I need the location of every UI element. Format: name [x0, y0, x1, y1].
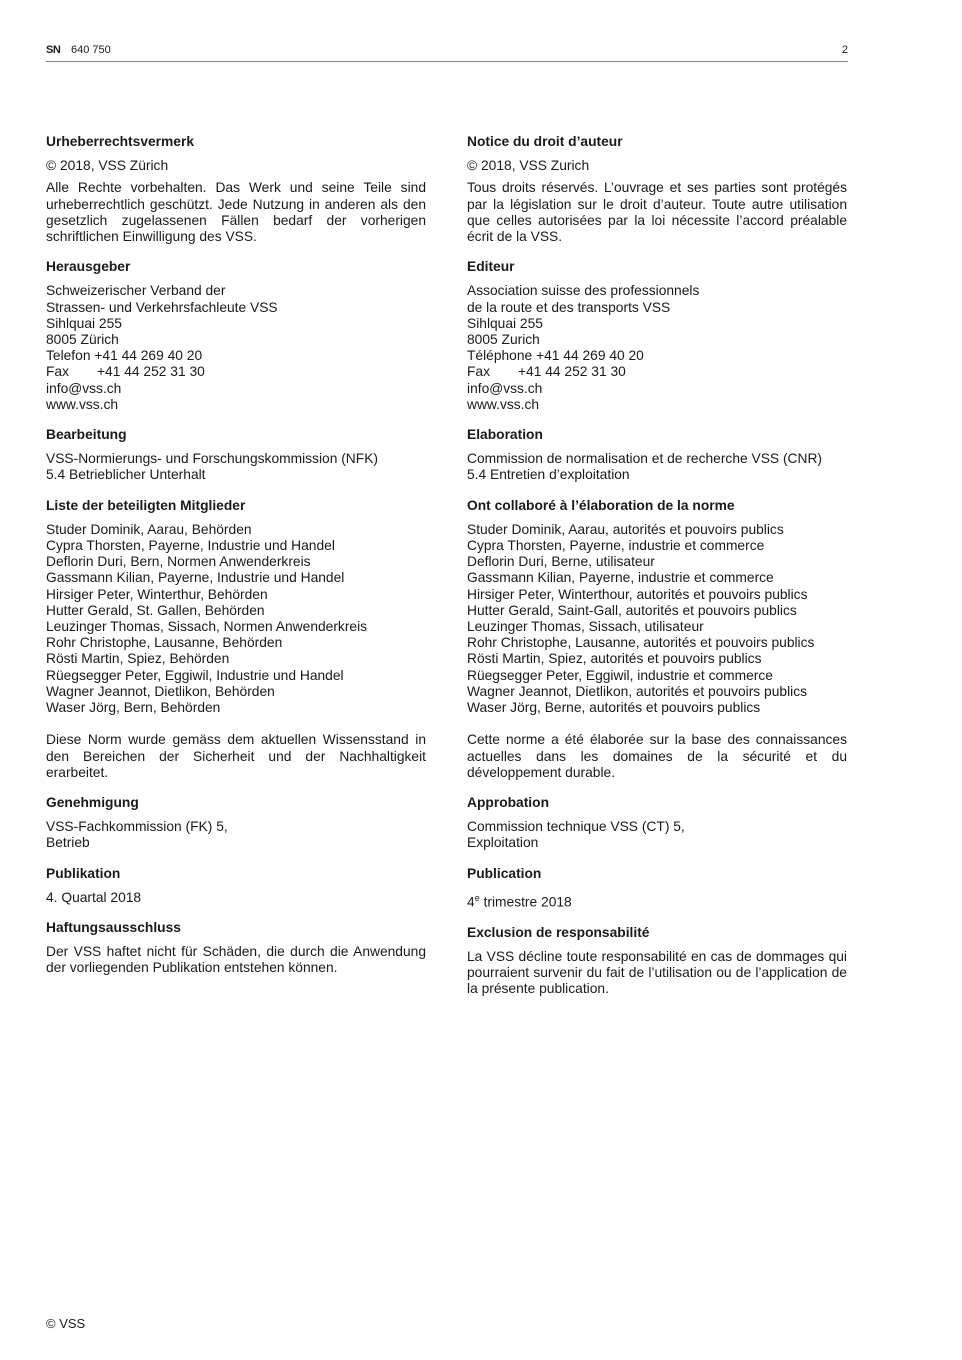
editing-line: VSS-Normierungs- und Forschungskommission (NFK)	[46, 451, 378, 467]
fax-line	[467, 364, 847, 380]
member-item: Rohr Christophe, Lausanne, autorités et pouvoirs publics	[467, 635, 815, 651]
address-line: 8005 Zürich	[46, 332, 119, 348]
phone-line	[46, 348, 426, 364]
publisher-section	[467, 259, 847, 413]
phone-value: +41 44 269 40 20	[536, 348, 644, 364]
approval-section	[46, 795, 426, 852]
section-title: Haftungsausschluss	[46, 919, 181, 935]
member-item: Gassmann Kilian, Payerne, industrie et commerce	[467, 570, 774, 586]
fax-value: +41 44 252 31 30	[518, 364, 626, 380]
section-title: Ont collaboré à l’élaboration de la norme	[467, 497, 735, 513]
section-title: Editeur	[467, 259, 515, 275]
editing-section	[467, 427, 847, 484]
member-item: Rüegsegger Peter, Eggiwil, industrie et commerce	[467, 667, 773, 683]
sn-logo: SN	[46, 44, 61, 56]
approval-line: Betrieb	[46, 835, 90, 851]
editing-section	[46, 427, 426, 484]
publication-date: 4. Quartal 2018	[46, 889, 142, 905]
disclaimer-text: Der VSS haftet nicht für Schäden, die durch die Anwendung der vorliegenden Publikation entstehen können.	[46, 944, 426, 976]
section-title: Publication	[467, 865, 542, 881]
section-title: Liste der beteiligten Mitglieder	[46, 497, 246, 513]
document-number: 640 750	[71, 44, 111, 56]
ordinal-suffix: e	[474, 892, 480, 903]
member-item: Rösti Martin, Spiez, autorités et pouvoirs publics	[467, 651, 762, 667]
member-item: Rösti Martin, Spiez, Behörden	[46, 651, 230, 667]
members-note: Diese Norm wurde gemäss dem aktuellen Wissensstand in den Bereichen der Sicherheit und der Nachhaltigkeit erarbeitet.	[46, 732, 426, 780]
phone-label: Telefon	[46, 348, 91, 364]
publication-section	[467, 866, 847, 911]
member-item: Wagner Jeannot, Dietlikon, Behörden	[46, 683, 275, 699]
member-item: Deflorin Duri, Berne, utilisateur	[467, 554, 655, 570]
section-title: Genehmigung	[46, 794, 139, 810]
phone-line	[467, 348, 847, 364]
approval-line: Commission technique VSS (CT) 5,	[467, 819, 685, 835]
address-line: Schweizerischer Verband der	[46, 283, 226, 299]
approval-section	[467, 795, 847, 852]
members-section	[46, 498, 426, 781]
email-link[interactable]: info@vss.ch	[46, 380, 122, 396]
fax-label: Fax	[46, 364, 69, 380]
editing-line: 5.4 Entretien d’exploitation	[467, 467, 630, 483]
copyright-section	[46, 134, 426, 245]
member-item: Waser Jörg, Bern, Behörden	[46, 700, 221, 716]
copyright-line: © 2018, VSS Zurich	[467, 158, 590, 174]
disclaimer-text: La VSS décline toute responsabilité en cas de dommages qui pourraient survenir du fait de l’utilisation ou de l’application de la présente publication.	[467, 948, 847, 997]
copyright-section	[467, 134, 847, 245]
member-item: Deflorin Duri, Bern, Normen Anwenderkreis	[46, 554, 311, 570]
member-item: Leuzinger Thomas, Sissach, utilisateur	[467, 619, 704, 635]
email-link[interactable]: info@vss.ch	[467, 380, 543, 396]
copyright-text: Alle Rechte vorbehalten. Das Werk und seine Teile sind urheberrechtlich geschützt. Jede Nutzung in anderen als den gesetzlich zugelassenen Fällen bedarf der vorherigen schriftlichen Einwilligung des VSS.	[46, 180, 426, 245]
address-line: 8005 Zurich	[467, 332, 540, 348]
french-column	[467, 134, 847, 1011]
member-item: Hirsiger Peter, Winterthur, Behörden	[46, 586, 268, 602]
section-title: Elaboration	[467, 427, 543, 443]
copyright-line: © 2018, VSS Zürich	[46, 158, 169, 174]
address-line: Strassen- und Verkehrsfachleute VSS	[46, 299, 278, 315]
members-note: Cette norme a été élaborée sur la base des connaissances actuelles dans les domaines de la sécurité et du développement durable.	[467, 732, 847, 780]
members-section	[467, 498, 847, 781]
page-header	[46, 44, 848, 62]
editing-line: 5.4 Betrieblicher Unterhalt	[46, 467, 206, 483]
approval-line: Exploitation	[467, 835, 539, 851]
website-link[interactable]: www.vss.ch	[46, 396, 119, 412]
publication-number: 4	[467, 894, 475, 910]
phone-value: +41 44 269 40 20	[94, 348, 203, 364]
publication-rest: trimestre 2018	[479, 894, 572, 910]
member-item: Wagner Jeannot, Dietlikon, autorités et pouvoirs publics	[467, 683, 807, 699]
disclaimer-section	[46, 920, 426, 977]
disclaimer-section	[467, 925, 847, 998]
section-title: Exclusion de responsabilité	[467, 924, 650, 940]
publication-section	[46, 866, 426, 906]
approval-line: VSS-Fachkommission (FK) 5,	[46, 819, 228, 835]
section-title: Herausgeber	[46, 259, 131, 275]
member-item: Rüegsegger Peter, Eggiwil, Industrie und Handel	[46, 667, 344, 683]
member-item: Studer Dominik, Aarau, autorités et pouvoirs publics	[467, 521, 784, 537]
fax-value: +41 44 252 31 30	[97, 364, 205, 380]
page-footer: © VSS	[46, 1316, 86, 1331]
address-line: Sihlquai 255	[46, 315, 122, 331]
member-item: Cypra Thorsten, Payerne, Industrie und Handel	[46, 538, 335, 554]
member-item: Hirsiger Peter, Winterthour, autorités et pouvoirs publics	[467, 586, 808, 602]
address-line: Association suisse des professionnels	[467, 283, 700, 299]
member-item: Hutter Gerald, St. Gallen, Behörden	[46, 602, 265, 618]
phone-label: Téléphone	[467, 348, 533, 364]
copyright-text: Tous droits réservés. L’ouvrage et ses parties sont protégés par la législation sur le droit d’auteur. Toute autre utilisation que celles autorisées par la loi nécessite l’accord préalable écrit de la VSS.	[467, 180, 847, 245]
section-title: Bearbeitung	[46, 427, 127, 443]
address-line: de la route et des transports VSS	[467, 299, 671, 315]
german-column	[46, 134, 426, 991]
website-link[interactable]: www.vss.ch	[467, 396, 540, 412]
member-item: Waser Jörg, Berne, autorités et pouvoirs publics	[467, 700, 761, 716]
member-item: Leuzinger Thomas, Sissach, Normen Anwenderkreis	[46, 619, 368, 635]
section-title: Approbation	[467, 794, 549, 810]
address-line: Sihlquai 255	[467, 315, 543, 331]
publisher-section	[46, 259, 426, 413]
member-item: Studer Dominik, Aarau, Behörden	[46, 521, 252, 537]
member-item: Rohr Christophe, Lausanne, Behörden	[46, 635, 283, 651]
member-item: Cypra Thorsten, Payerne, industrie et commerce	[467, 538, 765, 554]
section-title: Notice du droit d’auteur	[467, 134, 623, 149]
member-item: Gassmann Kilian, Payerne, Industrie und Handel	[46, 570, 345, 586]
editing-line: Commission de normalisation et de recherche VSS (CNR)	[467, 451, 823, 467]
publication-date	[467, 890, 847, 911]
fax-label: Fax	[467, 364, 490, 380]
member-item: Hutter Gerald, Saint-Gall, autorités et pouvoirs publics	[467, 602, 797, 618]
section-title: Urheberrechtsvermerk	[46, 134, 195, 149]
fax-line	[46, 364, 426, 380]
page-number: 2	[841, 44, 848, 56]
section-title: Publikation	[46, 865, 121, 881]
